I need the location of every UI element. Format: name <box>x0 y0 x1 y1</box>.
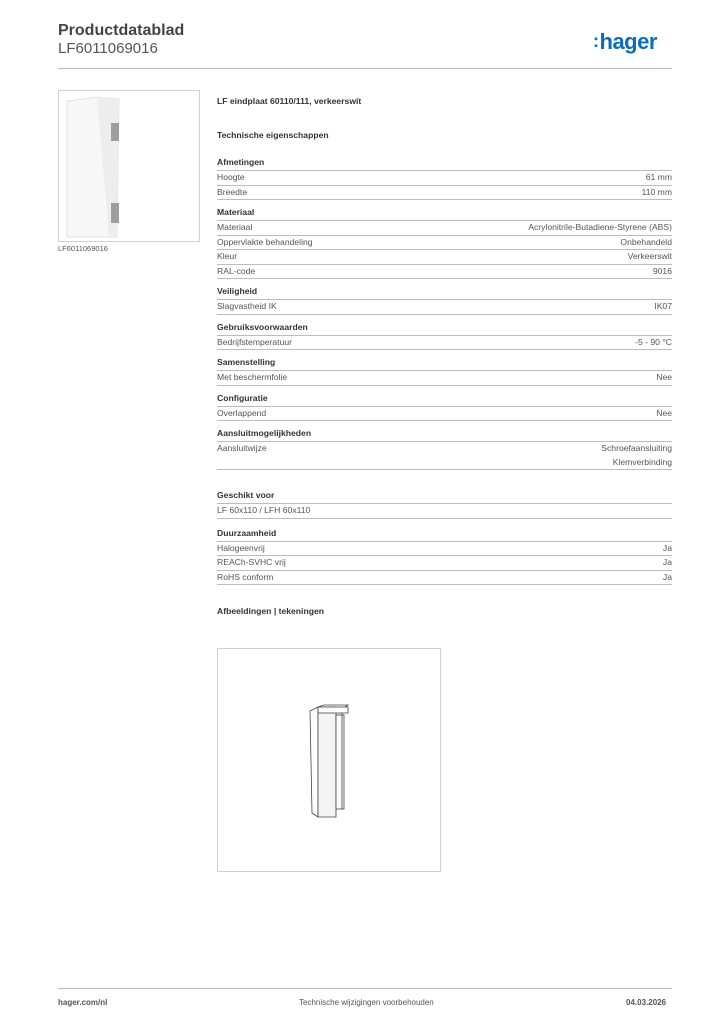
section-gebruiksvoorwaarden <box>217 321 672 351</box>
spec-row: RAL-code 9016 <box>217 265 672 280</box>
section-veiligheid <box>217 285 672 315</box>
footer-divider <box>58 988 672 989</box>
section-title: Aansluitmogelijkheden <box>217 427 672 442</box>
footer-disclaimer: Technische wijzigingen voorbehouden <box>299 998 434 1007</box>
document-title: Productdatablad <box>58 22 185 39</box>
hager-logo: :hager <box>593 29 657 54</box>
section-afmetingen <box>217 156 672 200</box>
footer-website: hager.com/nl <box>58 998 108 1007</box>
spec-row: Materiaal Acrylonitrile-Butadiene-Styrene (ABS) <box>217 221 672 236</box>
section-samenstelling <box>217 356 672 386</box>
header-divider <box>58 68 672 69</box>
footer-date: 04.03.2026 <box>626 998 667 1007</box>
section-materiaal <box>217 206 672 279</box>
spec-row: LF 60x110 / LFH 60x110 <box>217 504 672 519</box>
end-plate-drawing-icon <box>218 649 440 871</box>
spec-row: REACh-SVHC vrij Ja <box>217 556 672 571</box>
spec-row: Aansluitwijze Schroefaansluiting Klemverbinding <box>217 442 672 470</box>
spec-row: Kleur Verkeerswit <box>217 250 672 265</box>
section-title: Samenstelling <box>217 356 672 371</box>
section-title: Gebruiksvoorwaarden <box>217 321 672 336</box>
section-title: Duurzaamheid <box>217 527 672 542</box>
section-geschikt-voor <box>217 489 672 519</box>
spec-row: Oppervlakte behandeling Onbehandeld <box>217 236 672 251</box>
technical-drawing <box>217 648 441 872</box>
spec-row: Overlappend Nee <box>217 407 672 422</box>
section-title: Materiaal <box>217 206 672 221</box>
product-thumbnail <box>58 90 200 242</box>
section-title: Configuratie <box>217 392 672 407</box>
section-title: Veiligheid <box>217 285 672 300</box>
product-name: LF eindplaat 60110/111, verkeerswit <box>217 96 362 106</box>
logo-dots-icon: : <box>593 31 599 51</box>
spec-row: Met beschermfolie Nee <box>217 371 672 386</box>
spec-content <box>217 96 672 619</box>
spec-row: Hoogte 61 mm <box>217 171 672 186</box>
spec-row: Halogeenvrij Ja <box>217 542 672 557</box>
section-afbeeldingen <box>217 605 672 619</box>
spec-row: Breedte 110 mm <box>217 186 672 201</box>
section-aansluitmogelijkheden <box>217 427 672 470</box>
end-plate-image-icon <box>59 91 199 241</box>
spec-row: Bedrijfstemperatuur -5 - 90 °C <box>217 336 672 351</box>
section-title: Afbeeldingen | tekeningen <box>217 606 324 616</box>
section-title: Geschikt voor <box>217 489 672 504</box>
spec-row: Slagvastheid IK IK07 <box>217 300 672 315</box>
thumbnail-caption: LF6011069016 <box>58 244 108 253</box>
spec-row: RoHS conform Ja <box>217 571 672 586</box>
tech-properties-title: Technische eigenschappen <box>217 130 329 140</box>
section-title: Afmetingen <box>217 156 672 171</box>
product-code: LF6011069016 <box>58 40 158 57</box>
section-duurzaamheid <box>217 527 672 586</box>
section-configuratie <box>217 392 672 422</box>
